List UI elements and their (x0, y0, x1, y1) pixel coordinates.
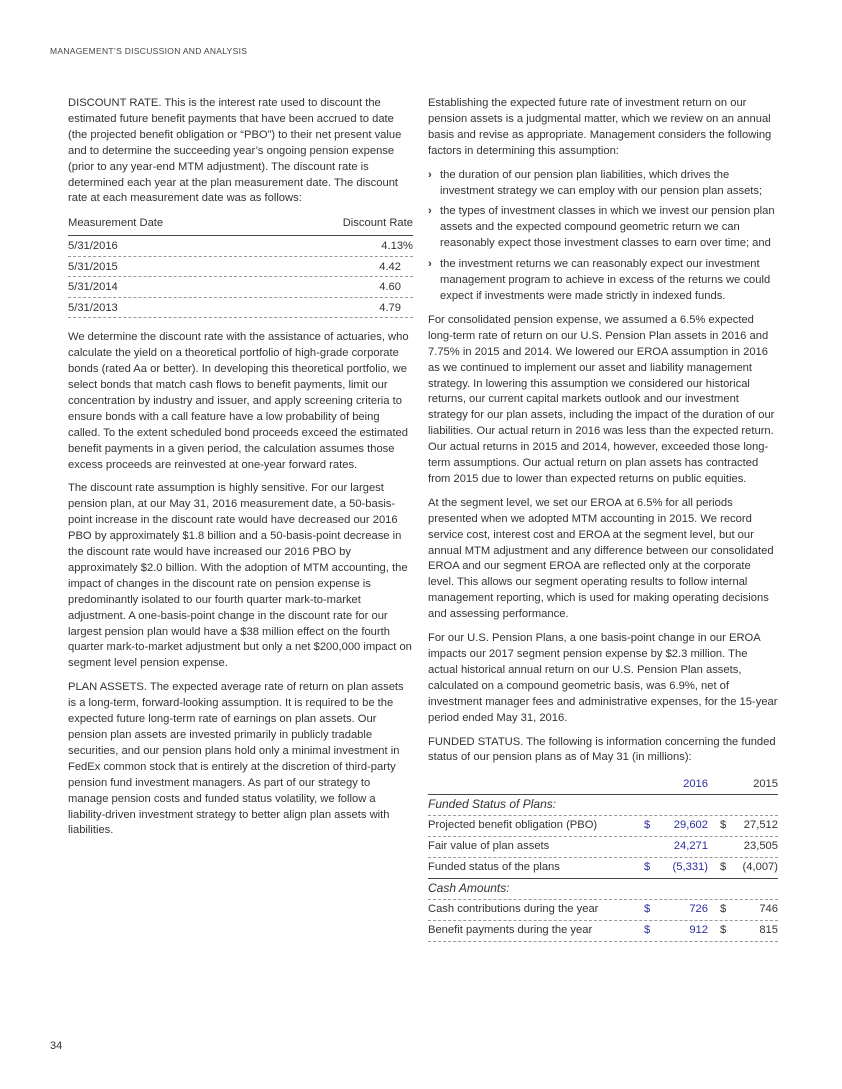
value-2015: 746 (759, 903, 778, 916)
discount-rate-header: Discount Rate (342, 217, 413, 230)
value-2016: 726 (689, 903, 708, 916)
year-2016-header: 2016 (683, 778, 708, 791)
cash-amounts-section-label: Cash Amounts: (428, 879, 778, 900)
page-number: 34 (50, 1040, 63, 1052)
row-label: Fair value of plan assets (428, 840, 550, 853)
funded-status-paragraph: FUNDED STATUS. The following is information concerning the funded status of our pension plans as of May 31 (in millions): (428, 735, 776, 764)
table-row (428, 837, 778, 858)
funded-status-table (428, 776, 778, 942)
list-item: › the types of investment classes in which we invest our pension plan assets and the expected compound geometric return we can reasonably expect those investment classes to earn over time; and (428, 204, 778, 252)
table-row: Projected benefit obligation (PBO) $ 29,602 $ 27,512 (428, 816, 778, 837)
measurement-date: 5/31/2014 (68, 281, 118, 294)
discount-table-header (68, 216, 413, 236)
table-row: Funded status of the plans $ (5,331) $ (4,007) (428, 858, 778, 879)
row-label: Benefit payments during the year (428, 924, 593, 937)
value-2016: 24,271 (673, 840, 708, 853)
measurement-date-header: Measurement Date (68, 217, 164, 230)
list-item: › the duration of our pension plan liabilities, which drives the investment strategy we can employ with our pension plan assets; (428, 168, 778, 200)
funded-status-section-label: Funded Status of Plans: (428, 795, 778, 816)
list-item: › the investment returns we can reasonably expect our investment management program to achieve in excess of the returns we could expect if investments were made strictly in indexed funds. (428, 257, 778, 305)
measurement-date: 5/31/2015 (68, 260, 118, 273)
discount-rate-paragraph: DISCOUNT RATE. This is the interest rate used to discount the estimated future benefit payments that have been accrued to date (the projected benefit obligation or “PBO”) to their net present value and to determine the succeeding year’s ongoing pension expense (prior to any year-end MTM adjustment). The discount rate is determined each year at the plan measurement date. The discount rate at each measurement date was as follows: (68, 97, 402, 205)
discount-rate: 4.79 (379, 301, 401, 314)
value-2015: 23,505 (743, 840, 778, 853)
table-row (68, 298, 413, 319)
sensitivity-paragraph: The discount rate assumption is highly sensitive. For our largest pension plan, at our May 31, 2016 measurement date, a 50-basis-point increase in the discount rate would have decreased our 2016 PBO by approximately $1.8 billion and a 50-basis-point decrease in the discount rate would have increased our 2016 PBO by approximately $2.0 billion. With the adoption of MTM accounting, the impact of changes in the discount rate on pension expense is predominantly isolated to our fourth quarter mark-to-market adjustment. A one-basis-point change in the discount rate for our largest pension plan would have a $38 million effect on the fourth quarter mark-to-market adjustment but only a net $200,000 impact on segment level pension expense. (68, 482, 412, 670)
us-pension-paragraph: For our U.S. Pension Plans, a one basis-point change in our EROA impacts our 2017 segment pension expense by $2.3 million. The actual historical annual return on our U.S. Pension Plan assets, calculated on a compound geometric basis, was 6.9%, net of investment manager fees and administrative expenses, for the 15-year period ended May 31, 2016. (428, 632, 778, 724)
value-2015: (4,007) (742, 861, 778, 874)
right-column (428, 96, 778, 942)
table-row (68, 277, 413, 298)
funded-table-header (428, 776, 778, 795)
discount-rate: 4.42 (379, 260, 401, 273)
table-row: Cash contributions during the year $ 726 $ 746 (428, 900, 778, 921)
section-header: MANAGEMENT’S DISCUSSION AND ANALYSIS (50, 46, 248, 56)
measurement-date: 5/31/2013 (68, 301, 118, 314)
row-label: Funded status of the plans (428, 861, 560, 874)
value-2015: 815 (759, 924, 778, 937)
discount-rate: 4.60 (379, 281, 401, 294)
value-2016: 29,602 (673, 819, 708, 832)
value-2015: 27,512 (743, 819, 778, 832)
year-2015-header: 2015 (753, 778, 778, 791)
value-2016: (5,331) (672, 861, 708, 874)
row-label: Projected benefit obligation (PBO) (428, 819, 598, 832)
table-row (68, 257, 413, 278)
left-column (68, 96, 413, 847)
discount-rate: 4.13% (381, 240, 413, 253)
expected-return-paragraph: Establishing the expected future rate of investment return on our pension assets is a judgmental matter, which we review on an annual basis and revise as appropriate. Management considers the following factors in determining this assumption: (428, 97, 772, 157)
value-2016: 912 (689, 924, 708, 937)
discount-rate-table (68, 216, 413, 318)
row-label: Cash contributions during the year (428, 903, 599, 916)
actuaries-paragraph: We determine the discount rate with the assistance of actuaries, who calculate the yield on a theoretical portfolio of high-grade corporate bonds (rated Aa or better). In developing this theoretical portfolio, we select bonds that match cash flows to benefit payments, limit our concentration by industry and issuer, and apply screening criteria to ensure bonds with a call feature have a low probability of being called. To the extent scheduled bond proceeds exceed the estimated benefit payments in a given period, the calculation assumes those excess proceeds are reinvested at one-year forward rates. (68, 331, 409, 471)
plan-assets-paragraph: PLAN ASSETS. The expected average rate of return on plan assets is a long-term, forward-looking assumption. It is required to be the expected future long-term rate of earnings on plan assets. Our pension plan assets are invested primarily in publicly tradable securities, and our pension plans hold only a minimal investment in FedEx common stock that is entirely at the discretion of third-party pension fund investment managers. As part of our strategy to manage pension costs and funded status volatility, we follow a liability-driven investment strategy to better align plan assets with liabilities. (68, 681, 404, 837)
table-row (68, 236, 413, 257)
table-row: Benefit payments during the year $ 912 $ 815 (428, 921, 778, 942)
measurement-date: 5/31/2016 (68, 240, 118, 253)
factors-list (428, 168, 778, 305)
segment-level-paragraph: At the segment level, we set our EROA at 6.5% for all periods presented when we adopted MTM accounting in 2015. We record service cost, interest cost and EROA at the segment level, but our annual MTM adjustment and any difference between our consolidated EROA and our segment EROA are reflected only at the corporate level. This allows our segment operating results to follow internal management reporting, which is used for making operating decisions and assessing performance. (428, 496, 774, 621)
consolidated-expense-paragraph: For consolidated pension expense, we assumed a 6.5% expected long-term rate of return on our U.S. Pension Plan assets in 2016 and 7.75% in 2015 and 2014. We lowered our EROA assumption in 2016 as we continued to implement our asset and liability management strategy. In lowering this assumption we considered our historical returns, our current capital markets outlook and our investment strategy for our plan assets, including the impact of the duration of our liabilities. Our actual return in 2016 was less than the expected return. Our actual returns in 2015 and 2014, however, exceeded those long-term assumptions. Our actual return on plan assets has contracted from 2015 due to lower than expected returns on public equities. (428, 313, 775, 485)
